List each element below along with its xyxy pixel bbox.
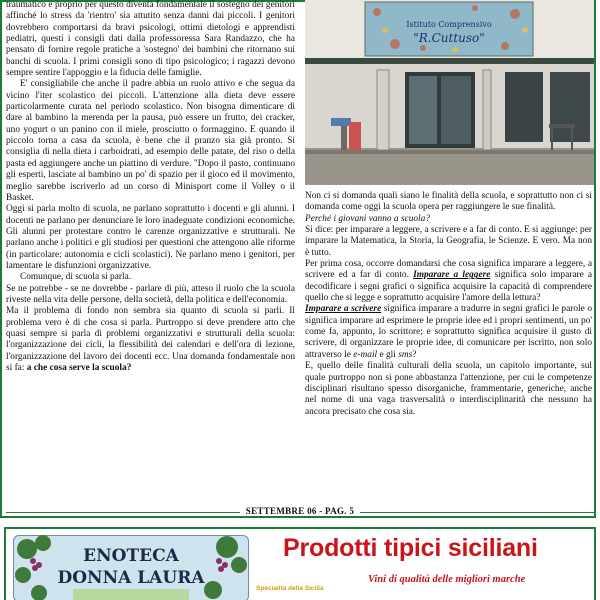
article-paragraph: Si dice: per imparare a leggere, a scrivere e a far di conto. E si aggiunge: per imparare la Matematica, la Storia, la Geografia, le Scienze. E vero. Ma non è tutto. [305,225,592,258]
article-paragraph: E' consigliabile che anche il padre abbia un ruolo attivo e che segua da vicino l'iter scolastico dei piccoli. L'attenzione alla dieta deve essere particolarmente curata nel periodo scolastico. Non bisogna dimenticare di dare al bambino la merenda per la pausa, può essere un frutto, dei cracker, uno yogurt o un panino con il miele, prosciutto o formaggino. E quando il piccolo torna a casa da scuola, è bene che il pranzo sia già pronto. Si consiglia di nella dieta i carboidrati, ad esempio delle patate, del riso o della pasta ed aggiungere anche un piattino di verdure. "Dopo il pasto, continuano gli esperti, lasciate al bambino un po' di spazio per il gioco ed il movimento, meglio sarebbe iscriverlo ad un corso di Minisport come il Volley o il Basket. [6,79,295,203]
emphasis-read: Imparare a leggere [413,270,491,281]
school-photo-illustration [305,0,594,184]
ad-subtitle: Vini di qualità delle migliori marche [368,574,526,585]
school-photo [305,0,594,185]
page-label: SETTEMBRE 06 - PAG. 5 [240,506,360,516]
article-left-column [6,0,295,500]
article-paragraph: Non ci si domanda quali siano le finalità della scuola, e soprattutto non ci si domanda come oggi la scuola opera per raggiungere le sue finalità. [305,191,592,213]
article-paragraph-text: e gli [379,349,396,360]
question-heading: Perché i giovani vanno a scuola? [305,213,430,224]
article-paragraph-text: significa solo imparare a decodificare i segni grafici o significa acquisire la capacità di comprendere quello che si legge e soprattutto acquisire l'amore della lettura? [305,270,592,304]
emphasis-sms: sms [398,349,413,360]
article-paragraph: E, quello delle finalità culturali della scuola, un capitolo importante, sul quale purtroppo non si pone abbastanza l'attenzione, per cui le competenze disciplinari risultano spesso disorganiche, frammentarie, generiche, anche nel nome di una vaga trasversalità o interdisciplinarità che nessuno ha ancora precisato che cosa sia. [305,361,592,417]
logo-line-2: DONNA LAURA [57,568,205,588]
logo-line-1: ENOTECA [83,546,179,566]
school-sign-line-1: Istituto Comprensivo [406,20,492,29]
emphasis-email: e-mail [353,349,378,360]
ad-title: Prodotti tipici siciliani [283,534,538,562]
emphasis-write: Imparare a scrivere [305,304,382,315]
article-paragraph: traumatico e proprio per questo diventa fondamentale il sostegno dei genitori affinché lo stress da 'rientro' sia attutito senza danni dai piccoli. I genitori dovrebbero comportarsi da bravi psicologi, ottimi dietologi e apprendisti pediatri, questi i consigli dati dalla professoressa Sara Randazzo, che ha pensato di fornire regole pratiche a 'sostegno' dei bambini che ritornano sui banchi di scuola. I primi consigli sono di tipo psicologico; i ragazzi devono sempre sentire l'appoggio e la fiducia delle famiglie. [6,0,295,79]
article-paragraph-text: ? [412,349,417,360]
article-right-column [305,191,592,496]
closing-question: a che cosa serve la scuola? [26,363,132,373]
advertisement-banner [4,527,596,600]
article-paragraph [305,304,592,361]
enoteca-logo [13,535,249,600]
article-paragraph-text: Ma il problema di fondo non sembra sia quanto di scuola si parli. Il problema vero è di che cosa si parla. Purtroppo si deve prendere atto che quasi sempre si parla di problemi organizzativi e strutturali della scuola: l'organizzazione dei cicli, la flessibilità dei calendari e dell'ora di lezione, l'organizzazione del lavoro dei docenti ecc. Una domanda fondamentale non si fa: [6,306,295,373]
article-paragraph [6,306,295,374]
article-paragraph: Se ne potrebbe - se ne dovrebbe - parlare di più, atteso il ruolo che la scuola riveste nella vita delle persone, della società, della politica e dell'economia. [6,283,295,305]
enoteca-logo-illustration [13,535,249,600]
article-paragraph: Comunque, di scuola si parla. [20,272,132,283]
article-paragraph-text: significa imparare a tradurre in segni grafici le parole o significa imparare ad esprimere le proprie idee ed i propri sentimenti, un po' come fa, appunto, lo scrittore; e soprattutto significa acquisire il gusto di scrivere, di organizzare le proprie idee, di comunicare per iscritto, non solo attraverso le [305,304,592,360]
school-sign-line-2: "R.Cuttuso" [413,31,485,45]
article-paragraph: Oggi si parla molto di scuola, ne parlano soprattutto i docenti e gli alunni. I docenti ne parlano per denunciare le loro inadeguate condizioni economiche. Gli alunni per protestare contro le carenze organizzative e strutturali. Ne parlano anche i politici e gli studiosi per questioni che attengono alle riforme (in particolare: autonomia e cicli scolastici). Ne parlano meno i genitori, per lamentare le disfunzioni organizzative. [6,204,295,271]
article-paragraph-text: Per prima cosa, occorre domandarsi che cosa significa imparare a leggere, a scrivere ed a far di conto. [305,259,592,281]
page-footer [0,506,600,516]
ad-tagline: Specialità della Sicilia [256,585,324,592]
article-paragraph [305,259,592,304]
